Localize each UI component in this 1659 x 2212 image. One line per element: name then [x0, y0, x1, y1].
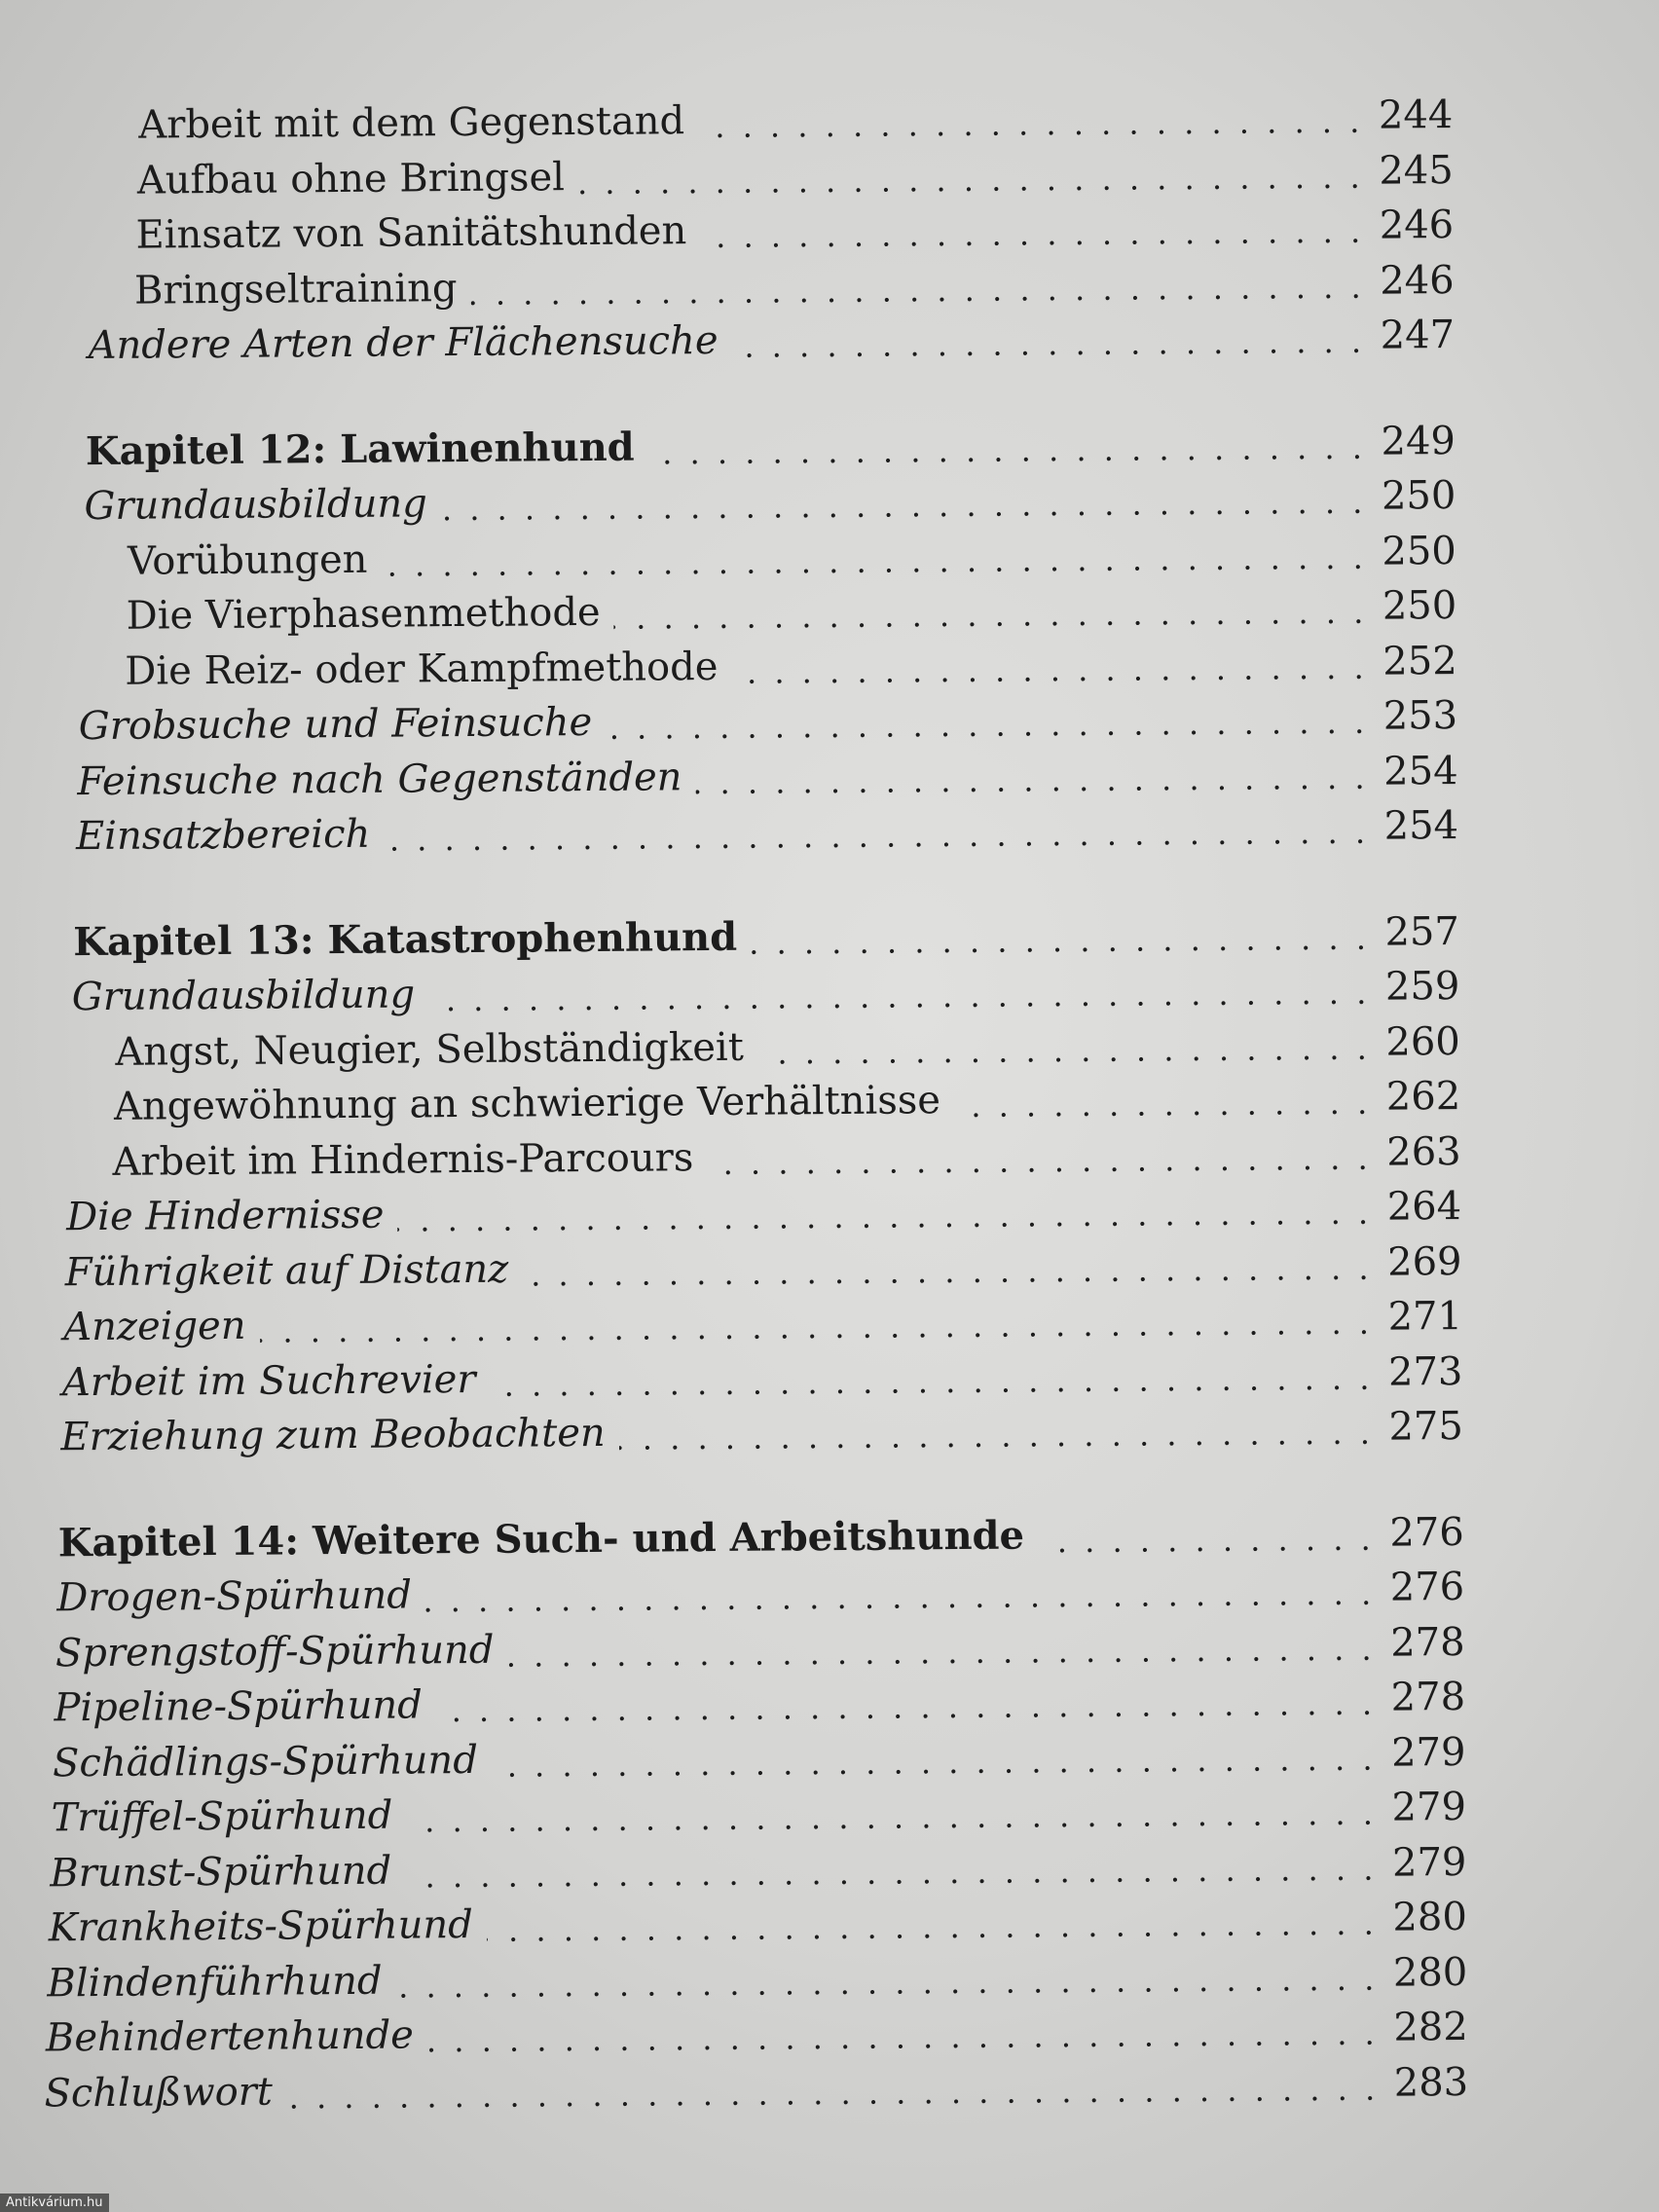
toc-entry-title: Anzeigen [63, 1303, 246, 1350]
toc-entry [114, 1071, 1461, 1132]
dot-leader [647, 416, 1366, 472]
dot-leader [1038, 1507, 1375, 1561]
dot-leader [436, 1673, 1377, 1731]
toc-chapter-heading [58, 1506, 1464, 1567]
toc-entry-title: Einsatz von Sanitätshunden [135, 208, 687, 258]
toc-entry-title: Behindertenhunde [45, 2012, 414, 2061]
dot-leader [698, 91, 1364, 146]
toc-entry-title: Krankheits-Spürhund [48, 1901, 473, 1951]
toc-entry-title: Grundausbildung [84, 481, 427, 530]
toc-entry-title: Feinsuche nach Gegenständen [77, 754, 682, 804]
toc-entry-page: 279 [1391, 1784, 1467, 1830]
toc-entry-title: Einsatzbereich [75, 811, 371, 860]
toc-entry [76, 800, 1458, 862]
toc-entry-page: 275 [1388, 1403, 1464, 1450]
toc-entry-title: Grobsuche und Feinsuche [78, 699, 593, 750]
watermark: Antikvárium.hu [0, 2194, 109, 2212]
toc-entry-page: 278 [1390, 1619, 1465, 1666]
toc-entry-page: 279 [1391, 1839, 1467, 1886]
toc-entry [88, 310, 1455, 371]
toc-entry-title: Arbeit im Hindernis-Parcours [112, 1134, 694, 1185]
toc-chapter-heading [73, 906, 1459, 968]
toc-entry [77, 746, 1458, 807]
toc-entry-page: 246 [1379, 203, 1455, 248]
toc-entry-page: 269 [1386, 1238, 1462, 1285]
toc-entry [63, 1291, 1462, 1352]
dot-leader [489, 1346, 1373, 1404]
toc-entry-page: 276 [1389, 1509, 1464, 1556]
toc-entry [49, 1892, 1467, 1953]
dot-leader [384, 801, 1369, 860]
toc-entry [137, 145, 1454, 206]
toc-entry [47, 1946, 1467, 2008]
toc-entry-page: 259 [1384, 964, 1460, 1010]
dot-leader [397, 1182, 1372, 1240]
dot-leader [425, 1563, 1376, 1621]
toc-entry-title: Andere Arten der Flächensuche [88, 317, 719, 369]
dot-leader [427, 2003, 1379, 2061]
toc-entry [55, 1616, 1465, 1677]
toc-entry [56, 1562, 1464, 1623]
toc-entry-page: 247 [1380, 313, 1456, 358]
toc-entry-title: Aufbau ohne Bringsel [136, 154, 566, 203]
dot-leader [578, 145, 1364, 202]
dot-leader [700, 201, 1364, 256]
dot-leader [731, 636, 1368, 691]
toc-entry-page: 260 [1385, 1018, 1460, 1065]
dot-leader [381, 526, 1367, 584]
toc-entry-title: Pipeline-Spürhund [54, 1682, 423, 1731]
toc-entry-page: 273 [1387, 1348, 1463, 1395]
toc-entry [138, 90, 1453, 151]
toc-entry [46, 2002, 1468, 2063]
toc-entry [66, 1181, 1461, 1242]
toc-entry-title: Die Reiz- oder Kampfmethode [125, 644, 719, 694]
dot-leader [707, 1126, 1372, 1182]
toc-entry-page: 254 [1383, 748, 1458, 794]
toc-entry [134, 255, 1455, 316]
toc-entry-page: 264 [1386, 1183, 1462, 1230]
toc-entry-page: 279 [1390, 1729, 1466, 1776]
toc-entry-page: 252 [1382, 638, 1457, 684]
toc-entry [51, 1782, 1466, 1843]
dot-leader [406, 1783, 1377, 1841]
toc-entry-page: 246 [1380, 257, 1455, 304]
toc-entry-title: Angst, Neugier, Selbständigkeit [115, 1024, 744, 1075]
toc-entry-page: 283 [1393, 2059, 1469, 2106]
dot-leader [259, 1292, 1373, 1351]
dot-leader [613, 581, 1367, 638]
dot-leader [470, 255, 1365, 313]
dot-leader [492, 1727, 1377, 1785]
toc-entry-page: 250 [1382, 528, 1456, 574]
toc-entry [72, 961, 1460, 1022]
dot-leader [618, 1402, 1374, 1458]
toc-entry [44, 2056, 1468, 2118]
toc-entry-page: 250 [1381, 473, 1456, 519]
toc-entry-page: 263 [1386, 1128, 1461, 1175]
toc-entry-title: Drogen-Spürhund [56, 1572, 413, 1621]
dot-leader [695, 746, 1369, 801]
toc-chapter-heading [86, 416, 1456, 477]
toc-entry-title: Bringseltraining [133, 265, 458, 313]
toc-entry-page: 254 [1383, 803, 1459, 849]
toc-entry-page: 271 [1387, 1293, 1463, 1340]
toc-entry [65, 1235, 1462, 1297]
toc-entry [125, 636, 1457, 697]
toc-entry-page: 280 [1392, 1894, 1467, 1940]
toc-entry-title: Grundausbildung [71, 972, 416, 1020]
toc-entry [126, 580, 1456, 642]
toc-entry-title: Sprengstoff-Spürhund [55, 1627, 495, 1676]
toc-entry-title: Schädlings-Spürhund [52, 1737, 479, 1786]
toc-entry-title: Vorübungen [127, 536, 368, 584]
toc-entry-title: Führigkeit auf Distanz [64, 1246, 509, 1295]
toc-entry [79, 690, 1458, 752]
toc-entry-title: Angewöhnung an schwierige Verhältnisse [113, 1078, 941, 1129]
toc-entry [135, 200, 1454, 261]
toc-entry-title: Die Vierphasenmethode [126, 589, 601, 639]
toc-entry-page: 276 [1389, 1564, 1465, 1610]
toc-entry-title: Kapitel 13: Katastrophenhund [73, 913, 738, 965]
toc-entry-title: Kapitel 12: Lawinenhund [85, 424, 635, 474]
toc-entry [84, 470, 1456, 532]
dot-leader [757, 1016, 1371, 1072]
dot-leader [522, 1236, 1373, 1294]
toc-entry-title: Kapitel 14: Weitere Such- und Arbeitshunde [57, 1512, 1025, 1566]
toc-entry [112, 1125, 1460, 1187]
toc-entry-page: 250 [1382, 583, 1457, 629]
toc-entry [53, 1726, 1466, 1788]
dot-leader [751, 906, 1370, 962]
toc-entry-page: 249 [1381, 418, 1456, 464]
toc-entry [54, 1672, 1465, 1733]
dot-leader [286, 2057, 1380, 2117]
toc-entry [60, 1401, 1463, 1462]
dot-leader [441, 471, 1367, 529]
toc-entry-page: 245 [1379, 147, 1454, 194]
toc-entry-title: Die Hindernisse [65, 1192, 385, 1240]
toc-entry-page: 257 [1384, 908, 1460, 955]
toc-entry-title: Schlußwort [44, 2069, 274, 2116]
toc-entry [50, 1836, 1467, 1898]
toc-entry-title: Blindenführhund [47, 1958, 383, 2006]
toc-entry-page: 262 [1385, 1074, 1461, 1120]
toc-entry-title: Erziehung zum Beobachten [60, 1410, 606, 1460]
toc-entry [62, 1346, 1463, 1407]
toc-entry-title: Brunst-Spürhund [50, 1848, 392, 1896]
dot-leader [731, 311, 1365, 366]
toc-entry-title: Arbeit im Suchrevier [61, 1356, 476, 1405]
toc-entry-page: 280 [1392, 1949, 1468, 1996]
dot-leader [507, 1617, 1376, 1675]
dot-leader [395, 1947, 1378, 2006]
toc-entry-title: Arbeit mit dem Gegenstand [138, 98, 685, 148]
dot-leader [487, 1893, 1378, 1950]
dot-leader [405, 1837, 1378, 1896]
toc-entry-title: Trüffel-Spürhund [51, 1792, 393, 1841]
toc-entry [128, 526, 1456, 587]
toc-entry-page: 278 [1390, 1674, 1466, 1720]
dot-leader [954, 1072, 1372, 1125]
dot-leader [428, 962, 1371, 1020]
toc-entry-page: 253 [1382, 693, 1458, 739]
toc-entry [115, 1016, 1460, 1078]
toc-entry-page: 282 [1393, 2004, 1468, 2050]
toc-entry-page: 244 [1378, 92, 1454, 138]
dot-leader [606, 691, 1368, 748]
